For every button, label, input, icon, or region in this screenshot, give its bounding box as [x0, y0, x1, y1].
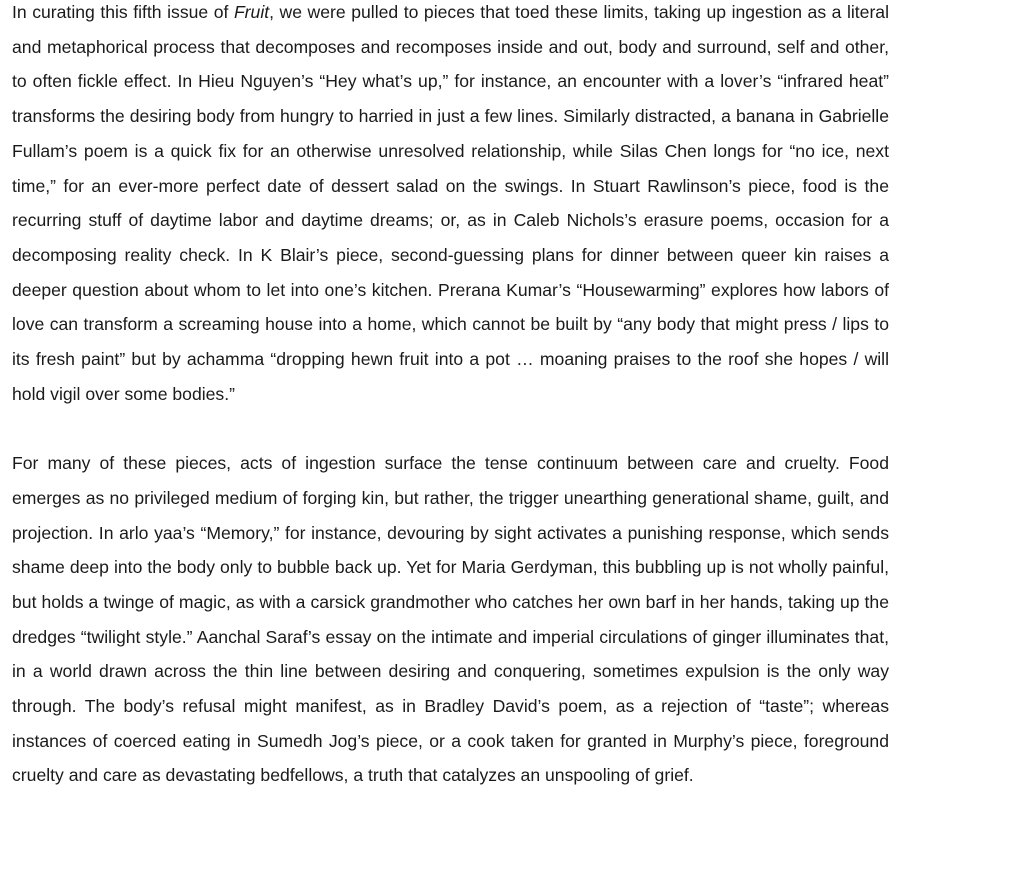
paragraph-1-body: , we were pulled to pieces that toed these limits, taking up ingestion as a literal and metaphorical process that decomposes and recomposes inside and out, body and surround, self and other, to often fickle effect. In Hieu Nguyen’s “Hey what’s up,” for instance, an encounter with a lover’s “infrared heat” transforms the desiring body from hungry to harried in just a few lines. Similarly distracted, a banana in Gabrielle Fullam’s poem is a quick fix for an otherwise unresolved relationship, while Silas Chen longs for “no ice, next time,” for an ever-more perfect date of dessert salad on the swings. In Stuart Rawlinson’s piece, food is the recurring stuff of daytime labor and daytime dreams; or, as in Caleb Nichols’s erasure poems, occasion for a decomposing reality check. In K Blair’s piece, second-guessing plans for dinner between queer kin raises a deeper question about whom to let into one’s kitchen. Prerana Kumar’s “Housewarming” explores how labors of love can transform a screaming house into a home, which cannot be built by “any body that might press / lips to its fresh paint” but by achamma “dropping hewn fruit into a pot … moaning praises to the roof she hopes / will hold vigil over some bodies.” — [12, 2, 890, 404]
issue-title: Fruit — [233, 2, 270, 22]
document-body — [12, 0, 889, 793]
paragraph-1 — [12, 0, 889, 411]
paragraph-1-intro: In curating this fifth issue of — [12, 2, 234, 22]
paragraph-2: For many of these pieces, acts of ingestion surface the tense continuum between care and cruelty. Food emerges as no privileged medium of forging kin, but rather, the trigger unearthing generational shame, guilt, and projection. In arlo yaa’s “Memory,” for instance, devouring by sight activates a punishing response, which sends shame deep into the body only to bubble back up. Yet for Maria Gerdyman, this bubbling up is not wholly painful, but holds a twinge of magic, as with a carsick grandmother who catches her own barf in her hands, taking up the dredges “twilight style.” Aanchal Saraf’s essay on the intimate and imperial circulations of ginger illuminates that, in a world drawn across the thin line between desiring and conquering, sometimes expulsion is the only way through. The body’s refusal might manifest, as in Bradley David’s poem, as a rejection of “taste”; whereas instances of coerced eating in Sumedh Jog’s piece, or a cook taken for granted in Murphy’s piece, foreground cruelty and care as devastating bedfellows, a truth that catalyzes an unspooling of grief. — [12, 453, 889, 786]
